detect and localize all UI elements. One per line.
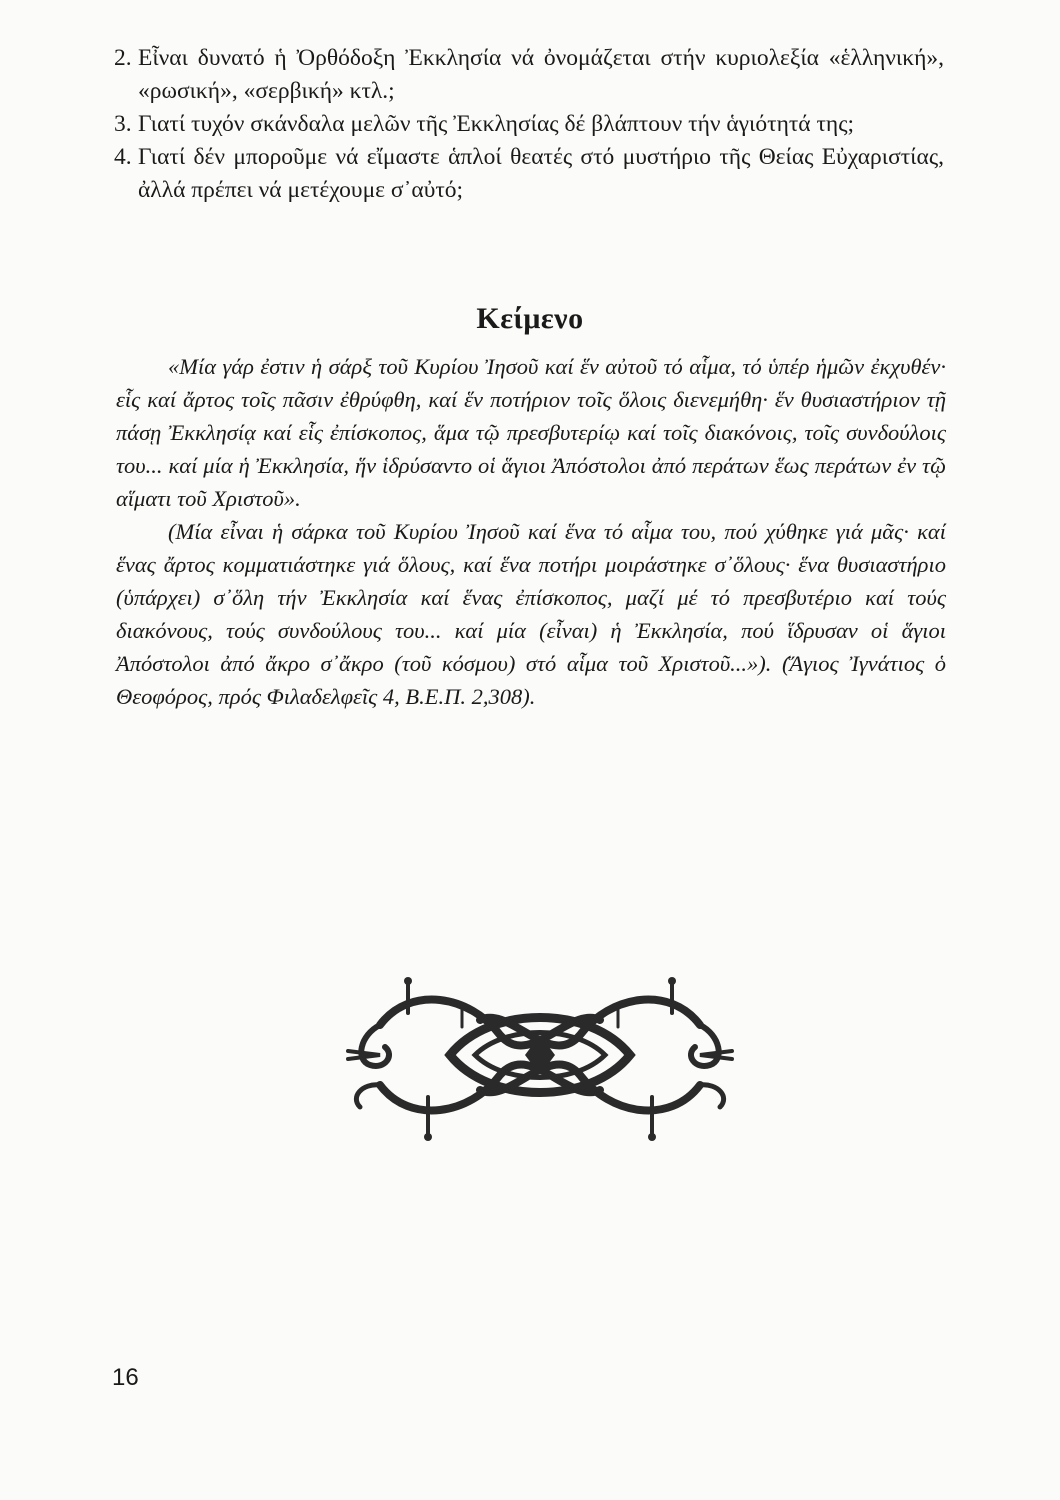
question-item (114, 141, 944, 207)
question-text: Γιατί δέν μποροῦμε νά εἴμαστε ἁπλοί θεατές στό μυστήριο τῆς Θείας Εὐχαριστίας, ἀλλά πρέπει νά μετέχουμε σ᾿αὐτό; (138, 144, 944, 203)
question-number: 4. (114, 144, 132, 170)
question-item (114, 42, 944, 108)
question-item (114, 108, 944, 141)
review-questions (114, 42, 944, 207)
page-number: 16 (112, 1364, 139, 1391)
quote-original-text: «Μία γάρ ἐστιν ἡ σάρξ τοῦ Κυρίου Ἰησοῦ καί ἕν αὐτοῦ τό αἷμα, τό ὑπέρ ἡμῶν ἐκχυθέν· εἷς καί ἄρτος τοῖς πᾶσιν ἐθρύφθη, καί ἕν ποτήριον τοῖς ὅλοις διενεμήθη· ἕν θυσιαστήριον τῇ πάσῃ Ἐκκλησίᾳ καί εἷς ἐπίσκοπος, ἅμα τῷ πρεσβυτερίῳ καί τοῖς διακόνοις, τοῖς συνδούλοις του... καί μία ἡ Ἐκκλησία, ἥν ἱδρύσαντο οἱ ἅγιοι Ἀπόστολοι ἀπό περάτων ἕως περάτων ἐν τῷ αἵματι τοῦ Χριστοῦ». (116, 354, 946, 511)
quote-translation-text: (Μία εἶναι ἡ σάρκα τοῦ Κυρίου Ἰησοῦ καί ἕνα τό αἷμα του, πού χύθηκε γιά μᾶς· καί ἕνας ἄρτος κομματιάστηκε γιά ὅλους, καί ἕνα ποτήρι μοιράστηκε σ᾿ὅλους· ἕνα θυσιαστήριο (ὑπάρχει) σ᾿ὅλη τήν Ἐκκλησία καί ἕνας ἐπίσκοπος, μαζί μέ τό πρεσβυτέριο καί τούς διακόνους, τούς συνδούλους του... καί μία (εἶναι) ἡ Ἐκκλησία, πού ἵδρυσαν οἱ ἅγιοι Ἀπόστολοι ἀπό ἄκρο σ᾿ἄκρο (τοῦ κόσμου) στό αἷμα τοῦ Χριστοῦ...»). (Ἅγιος Ἰγνάτιος ὁ Θεοφόρος, πρός Φιλαδελφεῖς 4, Β.Ε.Π. 2,308). (116, 519, 946, 709)
section-heading: Κείμενο (476, 302, 584, 335)
question-number: 3. (114, 111, 132, 137)
question-text: Εἶναι δυνατό ἡ Ὀρθόδοξη Ἐκκλησία νά ὀνομάζεται στήν κυριολεξία «ἑλληνική», «ρωσική», «σερβική» κτλ.; (138, 45, 944, 104)
patristic-quote (116, 350, 946, 713)
question-number: 2. (114, 45, 132, 71)
decorative-scroll-ornament-icon (340, 965, 740, 1145)
question-text: Γιατί τυχόν σκάνδαλα μελῶν τῆς Ἐκκλησίας δέ βλάπτουν τήν ἁγιότητά της; (138, 111, 855, 137)
